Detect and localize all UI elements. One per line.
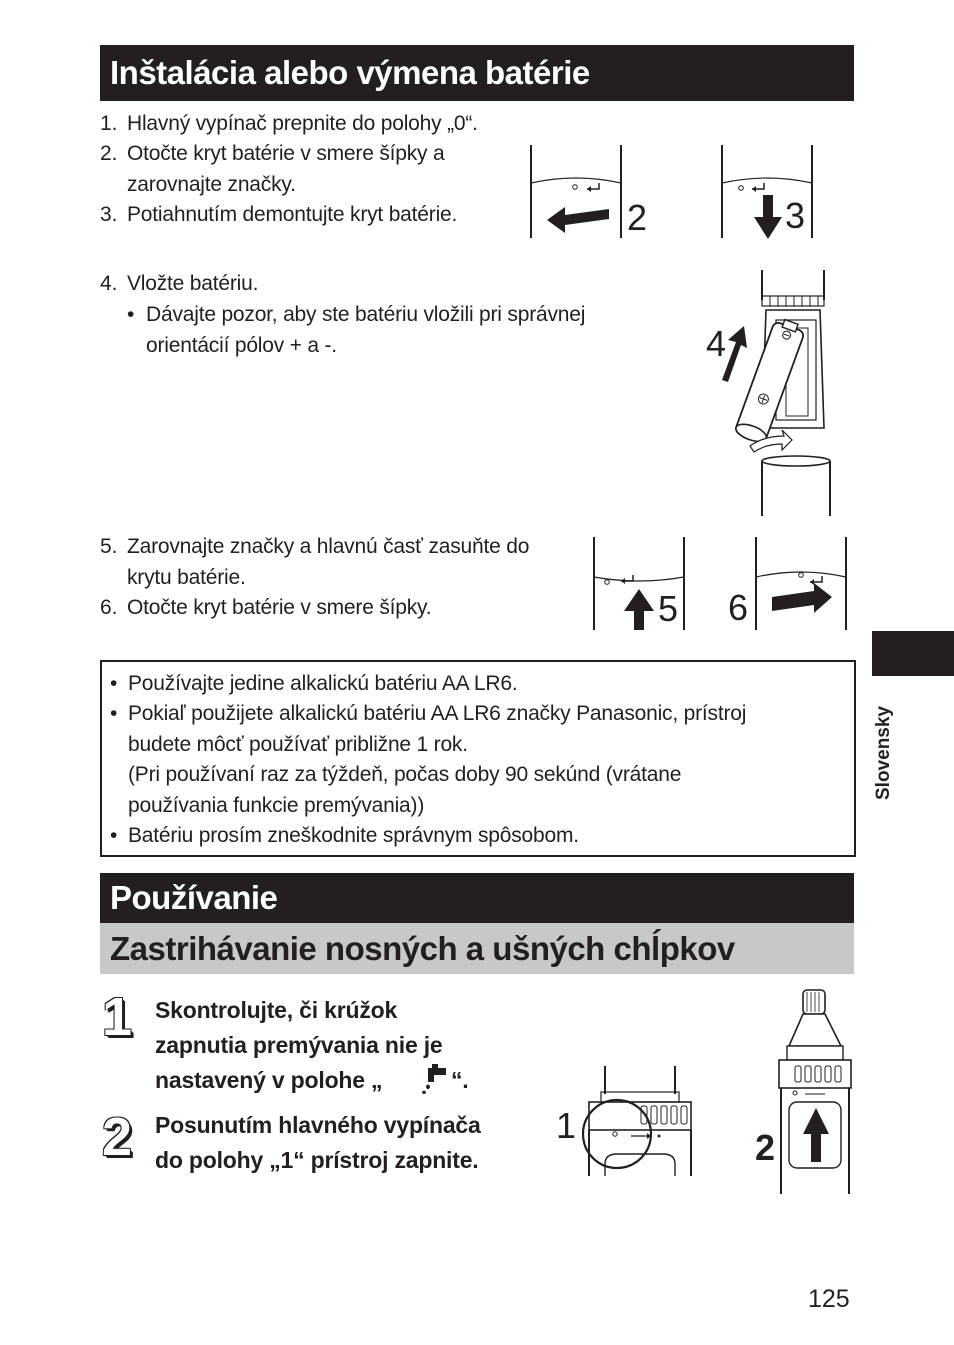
step-text: Zarovnajte značky a hlavnú časť zasuňte do — [127, 535, 530, 558]
step-text: nastavený v polohe „ — [155, 1067, 383, 1093]
bullet: • — [127, 303, 135, 326]
section-header-usage — [100, 873, 854, 923]
figure-label: 1 — [556, 1105, 577, 1146]
note-text: (Pri používaní raz za týždeň, počas doby 90 sekúnd (vrátane — [128, 763, 682, 786]
step-number: 6. — [100, 596, 118, 619]
section-header-battery — [100, 45, 854, 101]
subsection-header — [100, 923, 854, 974]
section-title: Používanie — [110, 879, 278, 916]
step-number-large: 2 — [102, 1107, 133, 1167]
figure-label: 5 — [658, 588, 679, 629]
bullet: • — [110, 672, 118, 695]
step-text: do polohy „1“ prístroj zapnite. — [155, 1147, 479, 1173]
step-text: Posunutím hlavného vypínača — [155, 1112, 481, 1138]
step-number: 5. — [100, 535, 118, 558]
step-number: 4. — [100, 272, 118, 295]
step-number: 2. — [100, 142, 118, 165]
step-number-large: 1 — [102, 987, 133, 1047]
battery-insertion-illustration — [700, 268, 840, 518]
step-text: Skontrolujte, či krúžok — [155, 997, 398, 1023]
wash-ring-illustration — [575, 1064, 695, 1178]
step-text: Potiahnutím demontujte kryt batérie. — [127, 203, 458, 226]
rotate-cover-back-illustration — [750, 535, 854, 632]
step-number: 3. — [100, 203, 118, 226]
language-tab — [872, 631, 954, 676]
note-text: používania funkcie premývania)) — [128, 794, 425, 817]
section-title: Inštalácia alebo výmena batérie — [110, 54, 590, 91]
step-text: Dávajte pozor, aby ste batériu vložili pri správnej — [146, 303, 586, 326]
figure-label: 6 — [728, 587, 749, 628]
page-number: 125 — [808, 1285, 850, 1313]
step-text: Otočte kryt batérie v smere šípky. — [127, 596, 432, 619]
note-text: budete môcť používať približne 1 rok. — [128, 733, 468, 756]
subsection-title: Zastrihávanie nosných a ušných chĺpkov — [110, 930, 735, 967]
note-text: Batériu prosím zneškodnite správnym spôsobom. — [128, 824, 579, 847]
step-text: zarovnajte značky. — [127, 173, 296, 196]
bullet: • — [110, 824, 118, 847]
step-text: Hlavný vypínač prepnite do polohy „0“. — [127, 112, 478, 135]
step-text: Otočte kryt batérie v smere šípky a — [127, 142, 445, 165]
step-number: 1. — [100, 112, 118, 135]
figure-label: 3 — [785, 195, 806, 236]
step-text: orientácií pólov + a -. — [146, 334, 337, 357]
wash-faucet-icon — [420, 1062, 450, 1094]
figure-label: 2 — [755, 1127, 776, 1168]
note-text: Používajte jedine alkalickú batériu AA LR6. — [128, 672, 518, 695]
step-text: zapnutia premývania nie je — [155, 1032, 443, 1058]
step-text: Vložte batériu. — [127, 272, 259, 295]
figure-label: 2 — [627, 197, 648, 238]
step-text: krytu batérie. — [127, 566, 246, 589]
step-text: “. — [451, 1067, 469, 1093]
note-text: Pokiaľ použijete alkalickú batériu AA LR6 značky Panasonic, prístroj — [128, 702, 747, 725]
figure-label: 4 — [706, 323, 727, 364]
bullet: • — [110, 702, 118, 725]
language-label: Slovensky — [873, 706, 894, 800]
power-switch-illustration — [775, 986, 855, 1198]
